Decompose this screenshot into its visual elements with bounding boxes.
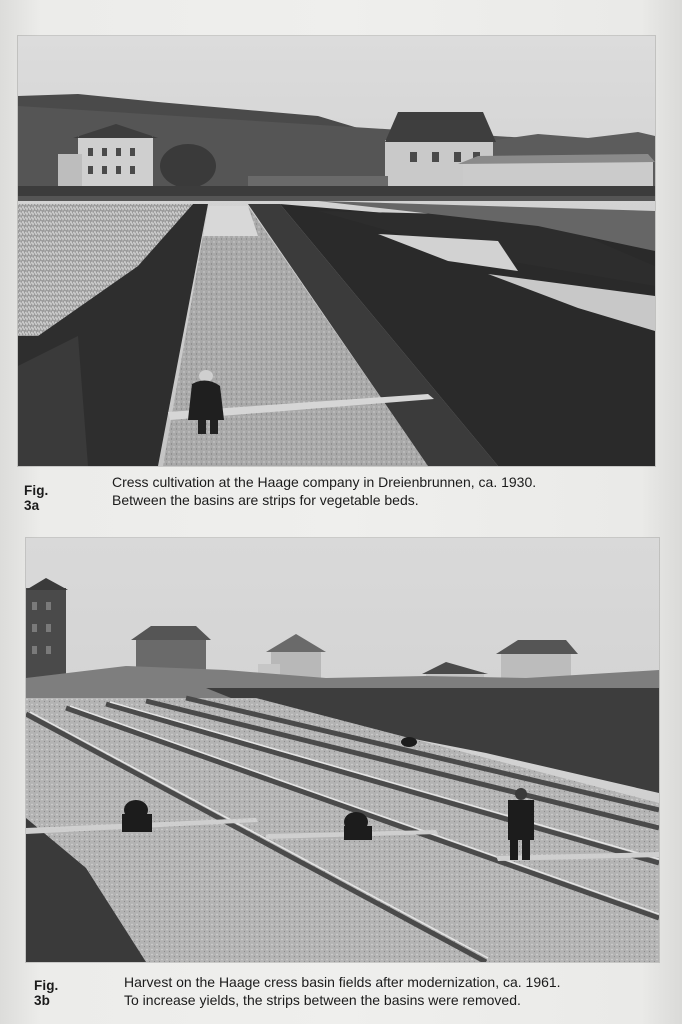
caption-line: To increase yields, the strips between the basins were removed. (124, 992, 521, 1008)
caption-line: Harvest on the Haage cress basin fields after modernization, ca. 1961. (124, 974, 561, 990)
caption-line: Cress cultivation at the Haage company in Dreienbrunnen, ca. 1930. (112, 474, 537, 490)
figure-label: Fig. 3a (24, 483, 49, 513)
figure-label: Fig. 3b (34, 978, 59, 1008)
figure-caption (124, 973, 664, 1009)
photo-fig-3b (26, 538, 659, 962)
figure-caption (112, 473, 652, 509)
caption-line: Between the basins are strips for vegetable beds. (112, 492, 419, 508)
photo-fig-3a (18, 36, 655, 466)
